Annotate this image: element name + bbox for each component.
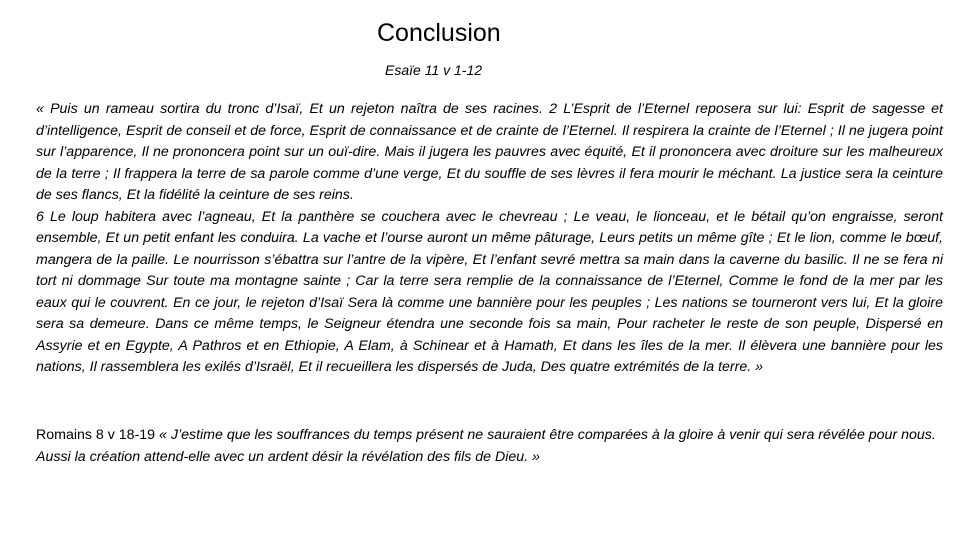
scripture-reference-esaie: Esaïe 11 v 1-12: [385, 62, 483, 78]
romains-passage: [36, 425, 943, 468]
scripture-reference-romains: Romains 8 v 18-19: [36, 427, 156, 443]
romains-quote: « J’estime que les souffrances du temps présent ne sauraient être comparées à la gloire à venir qui sera révélée pour nous. Aussi la création attend-elle avec un ardent désir la révélation des fils de Dieu. »: [36, 427, 936, 465]
esaie-paragraph-1: « Puis un rameau sortira du tronc d’Isaï, Et un rejeton naîtra de ses racines. 2 L’Esprit de l’Eternel reposera sur lui: Esprit de sagesse et d’intelligence, Esprit de conseil et de force, Esprit de connaissance et de crainte de l’Eternel. Il respirera la crainte de l’Eternel ; Il ne jugera point sur l’apparence, Il ne prononcera point sur un ouï-dire. Mais il jugera les pauvres avec équité, Et il prononcera avec droiture sur les malheureux de la terre ; Il frappera la terre de sa parole comme d’une verge, Et du souffle de ses lèvres il fera mourir le méchant. La justice sera la ceinture de ses flancs, Et la fidélité la ceinture de ses reins.: [36, 101, 943, 203]
esaie-passage: [36, 99, 943, 379]
slide-title: Conclusion: [377, 19, 501, 47]
esaie-paragraph-2: 6 Le loup habitera avec l’agneau, Et la panthère se couchera avec le chevreau ; Le veau, le lionceau, et le bétail qu’on engraisse, seront ensemble, Et un petit enfant les conduira. La vache et l’ourse auront un même pâturage, Leurs petits un même gîte ; Et le lion, comme le bœuf, mangera de la paille. Le nourrisson s’ébattra sur l’antre de la vipère, Et l’enfant sevré mettra sa main dans la caverne du basilic. Il ne se fera ni tort ni dommage Sur toute ma montagne sainte ; Car la terre sera remplie de la connaissance de l’Eternel, Comme le fond de la mer par les eaux qui le couvrent. En ce jour, le rejeton d’Isaï Sera là comme une bannière pour les peuples ; Les nations se tourneront vers lui, Et la gloire sera sa demeure. Dans ce même temps, le Seigneur étendra une seconde fois sa main, Pour racheter le reste de son peuple, Dispersé en Assyrie et en Egypte, A Pathros et en Ethiopie, A Elam, à Schinear et à Hamath, Et dans les îles de la mer. Il élèvera une bannière pour les nations, Il rassemblera les exilés d’Israël, Et il recueillera les dispersés de Juda, Des quatre extrémités de la terre. »: [36, 208, 943, 375]
